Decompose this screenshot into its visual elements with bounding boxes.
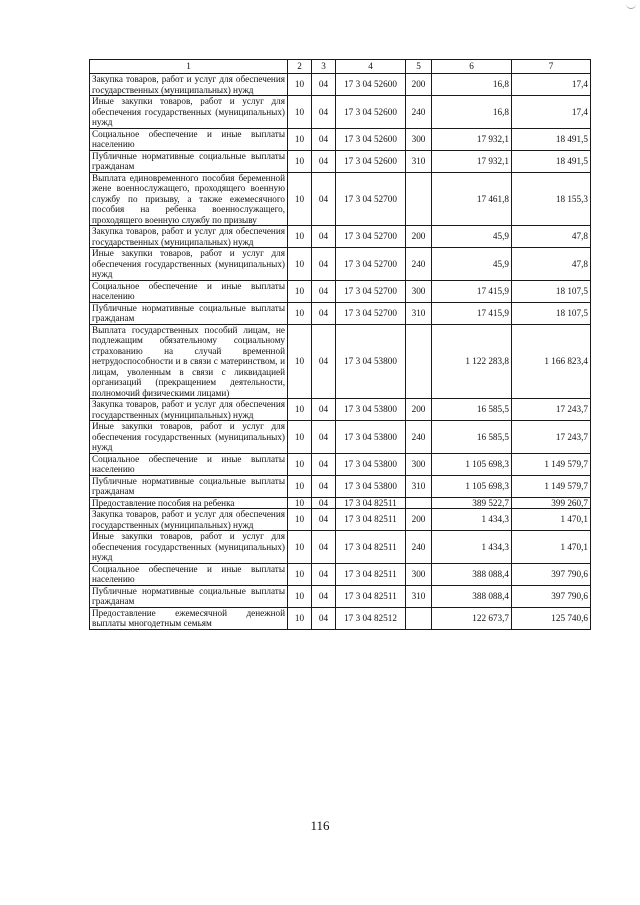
table-row xyxy=(90,280,591,302)
row-subsection: 04 xyxy=(312,248,336,281)
row-subsection: 04 xyxy=(312,280,336,302)
row-amount-year1: 17 932,1 xyxy=(432,150,512,172)
col-header-4: 4 xyxy=(336,60,406,74)
row-amount-year1: 16,8 xyxy=(432,96,512,129)
row-amount-year1: 122 673,7 xyxy=(432,607,512,629)
row-name: Выплата единовременного пособия беременной жене военнослужащего, проходящего военную службу по призыву, а также ежемесячного пособия на ребенка военнослужащего, проходящего военную службу по призыву xyxy=(90,172,288,226)
row-expense-type: 200 xyxy=(406,509,432,531)
header-row xyxy=(90,60,591,74)
table-row xyxy=(90,128,591,150)
row-amount-year2: 47,8 xyxy=(512,226,591,248)
row-section: 10 xyxy=(288,74,312,96)
row-name: Выплата государственных пособий лицам, не подлежащим обязательному социальному страхованию на случай временной нетрудоспособности и в связи с материнством, и лицам, уволенным в связи с ликвидацией организаций (прекращением деятельности, полномочий физическими лицами) xyxy=(90,324,288,399)
row-expense-type xyxy=(406,497,432,509)
row-section: 10 xyxy=(288,421,312,454)
row-amount-year1: 1 434,3 xyxy=(432,531,512,564)
row-amount-year2: 18 107,5 xyxy=(512,280,591,302)
row-amount-year1: 16 585,5 xyxy=(432,399,512,421)
row-amount-year2: 47,8 xyxy=(512,248,591,281)
row-target-code: 17 3 04 52600 xyxy=(336,128,406,150)
row-target-code: 17 3 04 82511 xyxy=(336,497,406,509)
row-expense-type: 240 xyxy=(406,421,432,454)
row-target-code: 17 3 04 53800 xyxy=(336,475,406,497)
row-name: Иные закупки товаров, работ и услуг для обеспечения государственных (муниципальных) нужд xyxy=(90,531,288,564)
row-amount-year1: 388 088,4 xyxy=(432,585,512,607)
row-amount-year2: 18 491,5 xyxy=(512,128,591,150)
row-name: Социальное обеспечение и иные выплаты населению xyxy=(90,563,288,585)
row-expense-type: 200 xyxy=(406,226,432,248)
row-name: Закупка товаров, работ и услуг для обеспечения государственных (муниципальных) нужд xyxy=(90,226,288,248)
row-amount-year2: 1 166 823,4 xyxy=(512,324,591,399)
row-section: 10 xyxy=(288,172,312,226)
col-header-1: 1 xyxy=(90,60,288,74)
row-expense-type: 200 xyxy=(406,399,432,421)
row-amount-year2: 1 470,1 xyxy=(512,509,591,531)
row-name: Предоставление пособия на ребенка xyxy=(90,497,288,509)
page-number: 116 xyxy=(310,818,330,833)
table-row xyxy=(90,96,591,129)
row-section: 10 xyxy=(288,226,312,248)
row-name: Закупка товаров, работ и услуг для обеспечения государственных (муниципальных) нужд xyxy=(90,399,288,421)
row-section: 10 xyxy=(288,453,312,475)
row-target-code: 17 3 04 52600 xyxy=(336,74,406,96)
table-row xyxy=(90,509,591,531)
row-expense-type: 300 xyxy=(406,453,432,475)
row-expense-type: 240 xyxy=(406,248,432,281)
row-target-code: 17 3 04 82511 xyxy=(336,509,406,531)
row-amount-year1: 16,8 xyxy=(432,74,512,96)
row-target-code: 17 3 04 82511 xyxy=(336,531,406,564)
scan-corner-mark xyxy=(626,0,636,9)
row-section: 10 xyxy=(288,509,312,531)
row-amount-year2: 17,4 xyxy=(512,96,591,129)
row-amount-year1: 388 088,4 xyxy=(432,563,512,585)
row-target-code: 17 3 04 53800 xyxy=(336,399,406,421)
row-amount-year1: 1 105 698,3 xyxy=(432,475,512,497)
row-target-code: 17 3 04 82511 xyxy=(336,585,406,607)
col-header-6: 6 xyxy=(432,60,512,74)
row-amount-year2: 1 149 579,7 xyxy=(512,475,591,497)
row-subsection: 04 xyxy=(312,607,336,629)
row-expense-type: 310 xyxy=(406,475,432,497)
table-row xyxy=(90,607,591,629)
row-expense-type: 300 xyxy=(406,563,432,585)
row-amount-year2: 125 740,6 xyxy=(512,607,591,629)
table-row xyxy=(90,531,591,564)
row-section: 10 xyxy=(288,302,312,324)
row-amount-year1: 17 461,8 xyxy=(432,172,512,226)
row-subsection: 04 xyxy=(312,531,336,564)
row-expense-type xyxy=(406,172,432,226)
row-amount-year1: 16 585,5 xyxy=(432,421,512,454)
row-section: 10 xyxy=(288,475,312,497)
row-subsection: 04 xyxy=(312,96,336,129)
row-section: 10 xyxy=(288,531,312,564)
table-row xyxy=(90,585,591,607)
row-section: 10 xyxy=(288,150,312,172)
row-section: 10 xyxy=(288,280,312,302)
row-section: 10 xyxy=(288,497,312,509)
row-name: Публичные нормативные социальные выплаты гражданам xyxy=(90,302,288,324)
table-row xyxy=(90,248,591,281)
row-amount-year2: 18 107,5 xyxy=(512,302,591,324)
row-subsection: 04 xyxy=(312,399,336,421)
table-body xyxy=(90,74,591,630)
row-section: 10 xyxy=(288,607,312,629)
row-target-code: 17 3 04 82512 xyxy=(336,607,406,629)
row-section: 10 xyxy=(288,324,312,399)
table-row xyxy=(90,497,591,509)
row-expense-type: 310 xyxy=(406,585,432,607)
row-section: 10 xyxy=(288,585,312,607)
table-row xyxy=(90,399,591,421)
table-row xyxy=(90,226,591,248)
row-amount-year2: 397 790,6 xyxy=(512,563,591,585)
row-amount-year2: 18 155,3 xyxy=(512,172,591,226)
row-amount-year2: 397 790,6 xyxy=(512,585,591,607)
row-amount-year2: 399 260,7 xyxy=(512,497,591,509)
row-subsection: 04 xyxy=(312,226,336,248)
row-subsection: 04 xyxy=(312,128,336,150)
row-amount-year1: 1 105 698,3 xyxy=(432,453,512,475)
row-name: Публичные нормативные социальные выплаты гражданам xyxy=(90,475,288,497)
table-row xyxy=(90,172,591,226)
row-expense-type: 310 xyxy=(406,302,432,324)
row-subsection: 04 xyxy=(312,509,336,531)
row-amount-year1: 17 932,1 xyxy=(432,128,512,150)
row-amount-year1: 45,9 xyxy=(432,226,512,248)
row-expense-type: 300 xyxy=(406,128,432,150)
table-row xyxy=(90,475,591,497)
row-amount-year1: 17 415,9 xyxy=(432,302,512,324)
row-name: Публичные нормативные социальные выплаты гражданам xyxy=(90,585,288,607)
row-amount-year2: 1 470,1 xyxy=(512,531,591,564)
row-target-code: 17 3 04 52700 xyxy=(336,248,406,281)
row-target-code: 17 3 04 52600 xyxy=(336,96,406,129)
col-header-5: 5 xyxy=(406,60,432,74)
table-row xyxy=(90,74,591,96)
row-subsection: 04 xyxy=(312,497,336,509)
row-name: Социальное обеспечение и иные выплаты населению xyxy=(90,453,288,475)
row-subsection: 04 xyxy=(312,324,336,399)
row-expense-type: 240 xyxy=(406,96,432,129)
row-name: Иные закупки товаров, работ и услуг для обеспечения государственных (муниципальных) нужд xyxy=(90,421,288,454)
row-expense-type: 300 xyxy=(406,280,432,302)
row-section: 10 xyxy=(288,128,312,150)
row-name: Социальное обеспечение и иные выплаты населению xyxy=(90,280,288,302)
row-amount-year2: 18 491,5 xyxy=(512,150,591,172)
row-expense-type xyxy=(406,324,432,399)
table-row xyxy=(90,453,591,475)
col-header-3: 3 xyxy=(312,60,336,74)
table-row xyxy=(90,302,591,324)
row-name: Социальное обеспечение и иные выплаты населению xyxy=(90,128,288,150)
row-amount-year1: 17 415,9 xyxy=(432,280,512,302)
table-row xyxy=(90,563,591,585)
row-target-code: 17 3 04 53800 xyxy=(336,421,406,454)
row-amount-year1: 389 522,7 xyxy=(432,497,512,509)
row-name: Иные закупки товаров, работ и услуг для обеспечения государственных (муниципальных) нужд xyxy=(90,96,288,129)
row-amount-year2: 17,4 xyxy=(512,74,591,96)
row-section: 10 xyxy=(288,563,312,585)
row-target-code: 17 3 04 52600 xyxy=(336,150,406,172)
row-subsection: 04 xyxy=(312,74,336,96)
row-target-code: 17 3 04 52700 xyxy=(336,280,406,302)
row-name: Публичные нормативные социальные выплаты гражданам xyxy=(90,150,288,172)
row-subsection: 04 xyxy=(312,453,336,475)
row-amount-year2: 17 243,7 xyxy=(512,421,591,454)
row-expense-type xyxy=(406,607,432,629)
row-expense-type: 310 xyxy=(406,150,432,172)
row-amount-year1: 1 122 283,8 xyxy=(432,324,512,399)
row-target-code: 17 3 04 52700 xyxy=(336,172,406,226)
row-expense-type: 200 xyxy=(406,74,432,96)
row-subsection: 04 xyxy=(312,563,336,585)
row-name: Закупка товаров, работ и услуг для обеспечения государственных (муниципальных) нужд xyxy=(90,509,288,531)
row-amount-year2: 1 149 579,7 xyxy=(512,453,591,475)
row-subsection: 04 xyxy=(312,421,336,454)
budget-table xyxy=(89,59,591,630)
col-header-7: 7 xyxy=(512,60,591,74)
row-name: Закупка товаров, работ и услуг для обеспечения государственных (муниципальных) нужд xyxy=(90,74,288,96)
table-row xyxy=(90,324,591,399)
row-name: Иные закупки товаров, работ и услуг для обеспечения государственных (муниципальных) нужд xyxy=(90,248,288,281)
row-section: 10 xyxy=(288,248,312,281)
row-amount-year2: 17 243,7 xyxy=(512,399,591,421)
row-target-code: 17 3 04 53800 xyxy=(336,324,406,399)
table-row xyxy=(90,150,591,172)
row-subsection: 04 xyxy=(312,302,336,324)
row-subsection: 04 xyxy=(312,172,336,226)
row-section: 10 xyxy=(288,96,312,129)
col-header-2: 2 xyxy=(288,60,312,74)
table-row xyxy=(90,421,591,454)
row-section: 10 xyxy=(288,399,312,421)
row-amount-year1: 1 434,3 xyxy=(432,509,512,531)
row-subsection: 04 xyxy=(312,585,336,607)
row-target-code: 17 3 04 53800 xyxy=(336,453,406,475)
row-subsection: 04 xyxy=(312,475,336,497)
row-name: Предоставление ежемесячной денежной выплаты многодетным семьям xyxy=(90,607,288,629)
row-target-code: 17 3 04 82511 xyxy=(336,563,406,585)
row-target-code: 17 3 04 52700 xyxy=(336,302,406,324)
row-amount-year1: 45,9 xyxy=(432,248,512,281)
row-expense-type: 240 xyxy=(406,531,432,564)
row-target-code: 17 3 04 52700 xyxy=(336,226,406,248)
row-subsection: 04 xyxy=(312,150,336,172)
